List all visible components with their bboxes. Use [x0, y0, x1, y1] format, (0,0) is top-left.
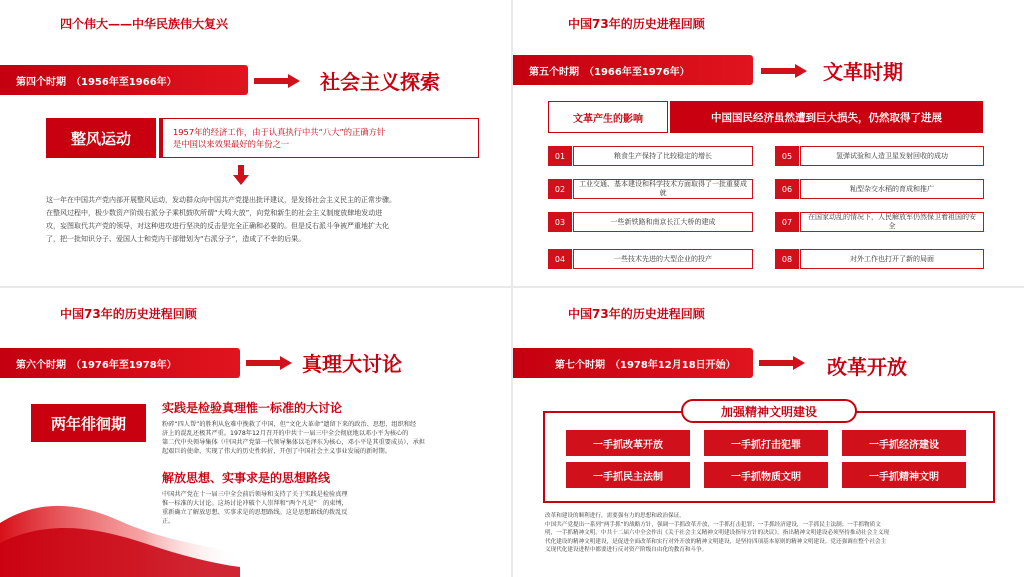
subsection-heading: 解放思想、实事求是的思想路线 — [162, 471, 331, 485]
text-line: 重新确立了解放思想、实事求是的思想路线。这是思想路线的拨乱反 — [162, 509, 348, 516]
section-heading: 真理大讨论 — [302, 352, 402, 376]
item-number: 05 — [775, 146, 799, 166]
text-line: 第二代中央领导集体（中国共产党第一代领导集体以毛泽东为核心，邓小平是其重要成员），承担 — [162, 439, 425, 446]
text-line: 起艰巨的使命，实现了伟大的历史性转折，开创了中国社会主义事业发展的新时期。 — [162, 448, 391, 455]
slide-reform-opening[interactable] — [513, 288, 1024, 577]
period-label: 第七个时期 （1978年12月18日开始） — [555, 359, 736, 371]
impact-item: 粮食生产保持了比较稳定的增长 — [573, 146, 753, 166]
period-banner — [513, 348, 753, 378]
slide-title: 四个伟大——中华民族伟大复兴 — [60, 17, 229, 31]
text-line: 明，一手抓精神文明。中共十二届六中全会作出《关于社会主义精神文明建设指导方针的决议》，指出精神文明建设必须坚持推动社会主义现 — [545, 530, 890, 536]
spiritual-civilization-panel — [543, 411, 995, 503]
period-label: 第四个时期 （1956年至1966年） — [16, 76, 177, 88]
impact-item: 对外工作也打开了新的局面 — [800, 249, 984, 269]
text-line: 中国共产党在十一届三中全会前后领导和支持了关于实践是检验真理 — [162, 491, 348, 498]
impact-item: 一些新铁路和南京长江大桥的建成 — [573, 212, 753, 232]
policy-item: 一手抓打击犯罪 — [704, 430, 828, 456]
item-number: 08 — [775, 249, 799, 269]
impact-label: 文革产生的影响 — [548, 101, 668, 133]
text-line: 这一年在中国共产党内部开展整风运动，发动群众向中国共产党提出批评建议，是发扬社会主义民主的正常步骤。 — [46, 196, 396, 204]
period-label: 第五个时期 （1966年至1976年） — [529, 66, 690, 78]
impact-item: 氢弹试验和人造卫星发射回收的成功 — [800, 146, 984, 166]
section-heading: 改革开放 — [827, 355, 907, 379]
period-banner — [513, 55, 753, 85]
decorative-flag-wave — [0, 483, 240, 577]
period-banner — [0, 65, 248, 95]
item-number: 02 — [548, 179, 572, 199]
text-line: 了，把一批知识分子、爱国人士和党内干部错划为“右派分子”，造成了不幸的后果。 — [46, 235, 306, 243]
item-number: 07 — [775, 212, 799, 232]
item-number: 06 — [775, 179, 799, 199]
topic-description-box — [159, 118, 479, 158]
policy-item: 一手抓经济建设 — [842, 430, 966, 456]
item-number: 04 — [548, 249, 572, 269]
slide-truth-debate[interactable] — [0, 288, 511, 577]
section-heading: 文革时期 — [823, 60, 903, 84]
topic-description-line: 1957年的经济工作，由于认真执行中共“八大”的正确方针 — [173, 127, 386, 137]
panel-title: 加强精神文明建设 — [681, 399, 857, 423]
arrow-down-icon — [233, 165, 249, 185]
arrow-right-icon — [761, 64, 807, 78]
period-banner — [0, 348, 240, 378]
section-heading: 社会主义探索 — [320, 70, 440, 94]
policy-item: 一手抓民主法制 — [566, 462, 690, 488]
impact-item: 一些技术先进的大型企业的投产 — [573, 249, 753, 269]
slide-title: 中国73年的历史进程回顾 — [568, 17, 705, 31]
subsection-heading: 实践是检验真理惟一标准的大讨论 — [162, 401, 343, 415]
impact-item: 工业交通、基本建设和科学技术方面取得了一批重要成就 — [573, 179, 753, 199]
policy-item: 一手抓改革开放 — [566, 430, 690, 456]
impact-item: 在国家动乱的情况下，人民解放军仍然保卫着祖国的安全 — [800, 212, 984, 232]
period-label-box: 两年徘徊期 — [31, 404, 146, 442]
text-line: 正。 — [162, 518, 175, 525]
policy-item: 一手抓物质文明 — [704, 462, 828, 488]
arrow-right-icon — [759, 356, 805, 370]
text-line: 济上的混乱还极其严重。1978年12月召开的中共十一届三中全会彻底地以邓小平为核心的 — [162, 430, 409, 437]
text-line: 在整风过程中，极少数资产阶级右派分子乘机鼓吹所谓“大鸣大放”，向党和新生的社会主义制度放肆地发动进 — [46, 209, 383, 217]
body-paragraph — [162, 420, 425, 456]
text-line: 中国共产党提出一系列“两手抓”的战略方针，强调一手抓改革开放，一手抓打击犯罪；一手抓经济建设，一手抓民主法制；一手抓物质文 — [545, 521, 881, 528]
text-line: 代化建设的精神文明建设，是促进全面改革和实行对外开放的精神文明建设，是坚持四项基本原则的精神文明建设。党还强调在整个社会主 — [545, 538, 887, 545]
text-line: 义现代化建设进程中都要进行反对资产阶级自由化的教育和斗争。 — [545, 547, 708, 553]
arrow-right-icon — [246, 356, 292, 370]
slide-socialist-exploration[interactable] — [0, 0, 511, 286]
item-number: 03 — [548, 212, 572, 232]
period-label: 第六个时期 （1976年至1978年） — [16, 359, 177, 371]
slide-cultural-revolution[interactable] — [513, 0, 1024, 286]
text-line: 攻，妄图取代共产党的领导，对这种进攻进行坚决的反击是完全正确和必要的。但是反右派斗争被严重地扩大化 — [46, 222, 389, 230]
policy-item: 一手抓精神文明 — [842, 462, 966, 488]
impact-item: 籼型杂交水稻的育成和推广 — [800, 179, 984, 199]
impact-summary: 中国国民经济虽然遭到巨大损失，仍然取得了进展 — [670, 101, 983, 133]
arrow-right-icon — [254, 74, 300, 88]
text-line: 惟一标准的大讨论。这场讨论冲破个人崇拜和“两个凡是” 的束缚， — [162, 500, 348, 507]
topic-label: 整风运动 — [46, 118, 156, 158]
item-number: 01 — [548, 146, 572, 166]
text-line: 粉碎“四人帮”的胜利从危难中挽救了中国，但“文化大革命”遗留下来的政治、思想、组织和经 — [162, 421, 417, 428]
topic-description-line: 是中国以来效果最好的年份之一 — [173, 139, 290, 149]
body-paragraph — [46, 194, 396, 246]
text-line: 改革和建设的顺利进行，需要强有力的思想和政治保证。 — [545, 513, 685, 519]
body-paragraph — [545, 512, 889, 555]
slide-title: 中国73年的历史进程回顾 — [60, 307, 197, 321]
slide-title: 中国73年的历史进程回顾 — [568, 307, 705, 321]
